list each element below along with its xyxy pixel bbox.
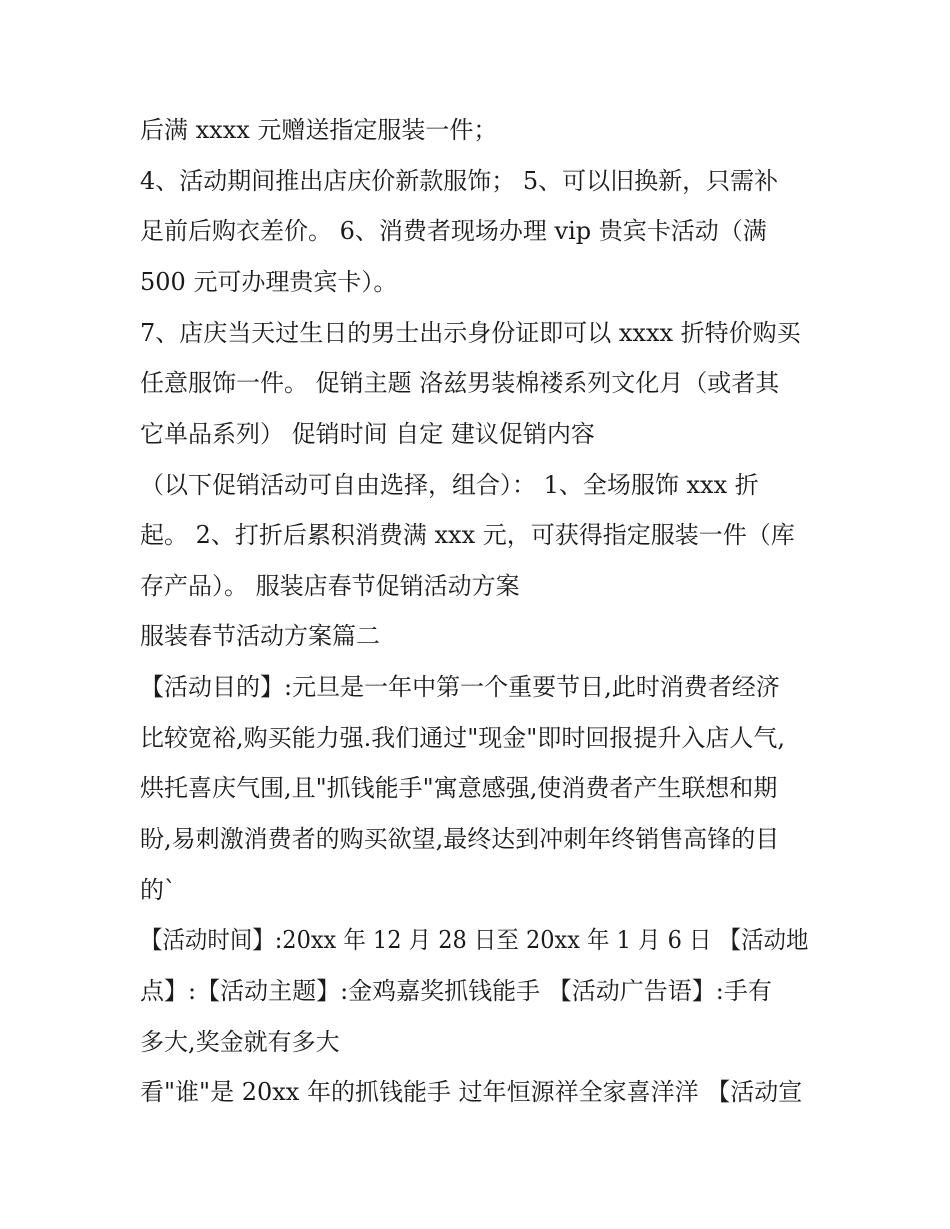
text-line: 存产品）。 服装店春节促销活动方案 bbox=[140, 572, 520, 600]
text-line: 任意服饰一件。 促销主题 洛兹男装棉褛系列文化月（或者其 bbox=[140, 369, 780, 397]
text-line: 4、活动期间推出店庆价新款服饰； 5、可以旧换新，只需补 bbox=[140, 167, 779, 195]
text-line: 盼,易刺激消费者的购买欲望,最终达到冲刺年终销售高锋的目 bbox=[140, 825, 780, 853]
text-line: 比较宽裕,购买能力强.我们通过"现金"即时回报提升入店人气, bbox=[140, 724, 785, 752]
text-line: 7、店庆当天过生日的男士出示身份证即可以 xxxx 折特价购买 bbox=[140, 319, 801, 347]
text-line: 它单品系列） 促销时间 自定 建议促销内容 bbox=[140, 420, 595, 448]
text-line: 点】:【活动主题】:金鸡嘉奖抓钱能手 【活动广告语】:手有 bbox=[140, 977, 772, 1005]
text-line: 看"谁"是 20xx 年的抓钱能手 过年恒源祥全家喜洋洋 【活动宣 bbox=[140, 1078, 803, 1106]
text-line: 【活动时间】:20xx 年 12 月 28 日至 20xx 年 1 月 6 日 【活动地 bbox=[140, 926, 809, 954]
text-line: 的` bbox=[140, 876, 176, 904]
text-line: 烘托喜庆气围,且"抓钱能手"寓意感强,使消费者产生联想和期 bbox=[140, 774, 778, 802]
text-line: 足前后购衣差价。 6、消费者现场办理 vip 贵宾卡活动（满 bbox=[140, 217, 767, 245]
text-line: 【活动目的】:元旦是一年中第一个重要节日,此时消费者经济 bbox=[140, 673, 780, 701]
text-line: 多大,奖金就有多大 bbox=[140, 1028, 340, 1056]
text-line: 起。 2、打折后累积消费满 xxx 元，可获得指定服装一件（库 bbox=[140, 521, 795, 549]
text-line: 500 元可办理贵宾卡）。 bbox=[140, 268, 398, 296]
section-heading: 服装春节活动方案篇二 bbox=[140, 622, 380, 650]
text-line: （以下促销活动可自由选择，组合）： 1、全场服饰 xxx 折 bbox=[140, 471, 759, 499]
text-line: 后满 xxxx 元赠送指定服装一件； bbox=[140, 116, 498, 144]
